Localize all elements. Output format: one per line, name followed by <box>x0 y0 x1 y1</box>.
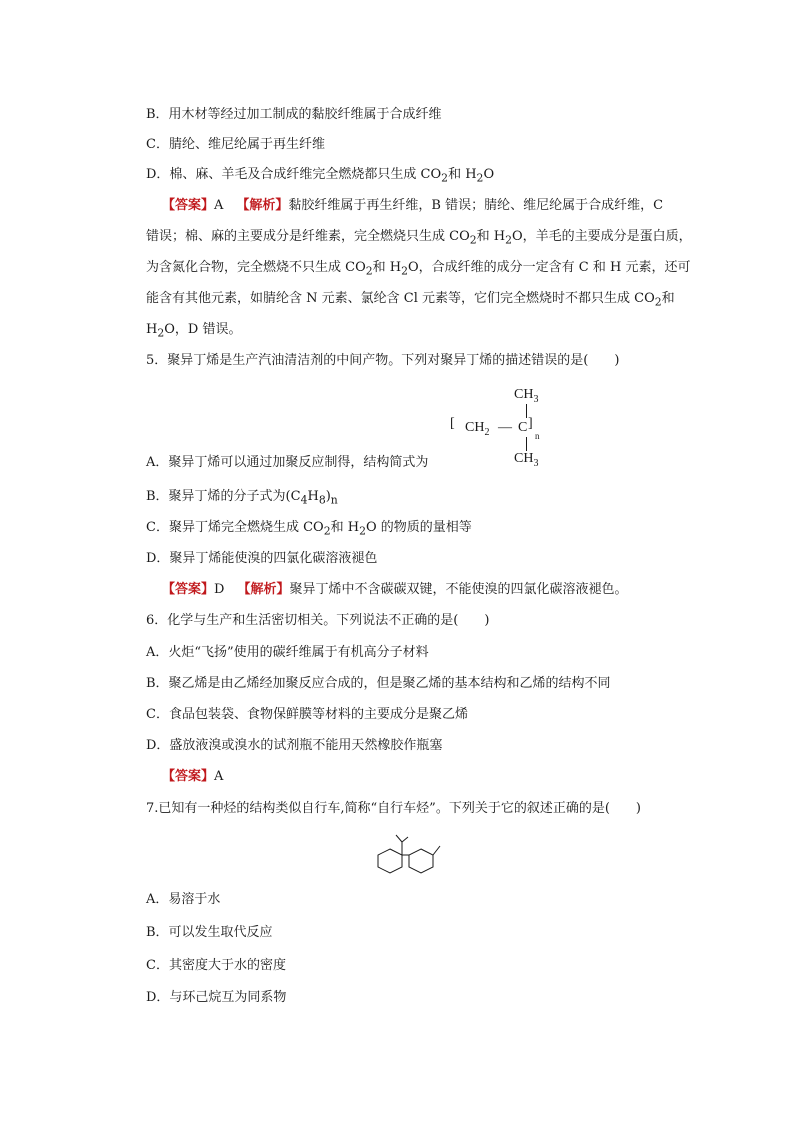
q7-stem: 7.已知有一种烃的结构类似自行车,简称“自行车烃”。下列关于它的叙述正确的是( ) <box>146 801 641 816</box>
answer-tag: 【答案】 <box>162 769 215 784</box>
q7-option-b: B．可以发生取代反应 <box>146 925 273 940</box>
q6-option-a: A．火炬“飞扬”使用的碳纤维属于有机高分子材料 <box>146 645 429 660</box>
q4-analysis-line-5: $H_2O$，D 错误。 <box>146 322 242 340</box>
q5-option-d: D．聚异丁烯能使溴的四氯化碳溶液褪色 <box>146 551 378 566</box>
q4-analysis-line-2: 错误；棉、麻的主要成分是纤维素，完全燃烧只生成 $CO_2$和 $H_2O$，羊毛的主要成分是蛋白质， <box>146 229 692 247</box>
analysis-tag: 【解析】 <box>237 582 290 597</box>
q6-option-b: B．聚乙烯是由乙烯经加聚反应合成的，但是聚乙烯的基本结构和乙烯的结构不同 <box>146 676 611 691</box>
formula-top-methyl: $CH_3$ <box>514 387 539 405</box>
q4-answer-line: 【答案】A 【解析】黏胶纤维属于再生纤维，B 错误；腈纶、维尼纶属于合成纤维，C <box>162 198 664 213</box>
formula-bond: — <box>498 420 512 435</box>
bicycle-hydrocarbon-structure <box>376 832 442 878</box>
q7-option-c: C．其密度大于水的密度 <box>146 958 286 973</box>
formula-bracket-left: [ <box>450 416 454 431</box>
answer-value: A <box>214 198 224 213</box>
q5-answer-line: 【答案】D 【解析】聚异丁烯中不含碳碳双键，不能使溴的四氯化碳溶液褪色。 <box>162 582 628 597</box>
q4-analysis-line-3: 为含氮化合物，完全燃烧不只生成 $CO_2$和 $H_2O$，合成纤维的成分一定含有 C 和 H 元素，还可 <box>146 260 691 278</box>
q7-option-d: D．与环己烷互为同系物 <box>146 990 287 1005</box>
q6-stem: 6．化学与生产和生活密切相关。下列说法不正确的是( ) <box>146 613 490 628</box>
formula-bottom-bond <box>526 437 527 451</box>
formula-top-bond <box>526 404 527 418</box>
q4-analysis-line-4: 能含有其他元素，如腈纶含 N 元素、氯纶含 Cl 元素等，它们完全燃烧时不都只生成 $CO_2$和 <box>146 291 675 309</box>
q6-answer-line <box>162 768 223 786</box>
formula-bracket-right: ] <box>528 416 532 431</box>
formula-bottom-methyl: $CH_3$ <box>514 451 539 469</box>
methyl-right <box>433 846 440 855</box>
answer-tag: 【答案】 <box>162 582 215 597</box>
answer-tag: 【答案】 <box>162 198 215 213</box>
q7-option-a: A．易溶于水 <box>146 892 221 907</box>
answer-value: A <box>214 769 224 784</box>
methyl-branch-right <box>402 837 408 842</box>
q5-option-c: C．聚异丁烯完全燃烧生成 $CO_2$和 $H_2O$ 的物质的量相等 <box>146 520 472 538</box>
answer-value: D <box>214 582 225 597</box>
methyl-branch-left <box>396 835 402 842</box>
q4-option-d: D．棉、麻、羊毛及合成纤维完全燃烧都只生成 $CO_2$和 $H_2O$ <box>146 167 495 185</box>
q6-option-d: D．盛放液溴或溴水的试剂瓶不能用天然橡胶作瓶塞 <box>146 738 443 753</box>
left-ring <box>378 849 402 873</box>
q4-option-b: B．用木材等经过加工制成的黏胶纤维属于合成纤维 <box>146 107 442 122</box>
right-ring <box>409 849 433 873</box>
q6-option-c: C．食品包装袋、食物保鲜膜等材料的主要成分是聚乙烯 <box>146 707 468 722</box>
q5-stem: 5．聚异丁烯是生产汽油清洁剂的中间产物。下列对聚异丁烯的描述错误的是( ) <box>146 353 620 368</box>
q5-option-a: A．聚异丁烯可以通过加聚反应制得，结构简式为 <box>146 455 429 470</box>
formula-carbon: C <box>518 420 528 435</box>
formula-ch2: $CH_2$ <box>465 420 490 438</box>
formula-n: n <box>535 431 540 441</box>
q4-option-c: C．腈纶、维尼纶属于再生纤维 <box>146 137 325 152</box>
q5-option-b: B．聚异丁烯的分子式为$(C_4H_8)_n$ <box>146 489 338 507</box>
analysis-tag: 【解析】 <box>236 198 289 213</box>
